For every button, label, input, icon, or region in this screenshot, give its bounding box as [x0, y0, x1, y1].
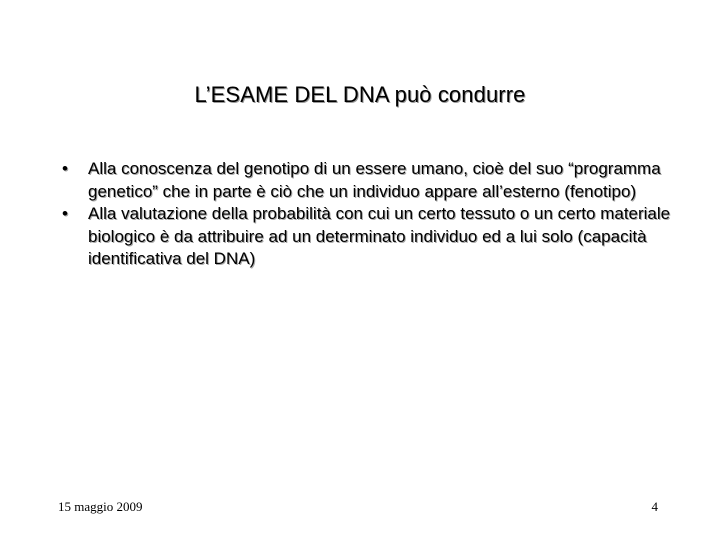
- page-number: 4: [651, 499, 658, 514]
- bullet-text: Alla valutazione della probabilità con cui un certo tessuto o un certo materiale biologico è da attribuire ad un determinato individuo ed a lui solo (capacità identificativa del DNA): [88, 204, 671, 268]
- bullet-text: Alla conoscenza del genotipo di un essere umano, cioè del suo “programma genetico” che in parte è ciò che un individuo appare all’esterno (fenotipo): [88, 159, 661, 201]
- bullet-dot-icon: •: [62, 204, 68, 223]
- bullet-dot-icon: •: [62, 159, 68, 178]
- bullet-list: [58, 158, 678, 271]
- bullet-item: [58, 203, 678, 271]
- footer-date: 15 maggio 2009: [58, 499, 143, 514]
- slide-title: L’ESAME DEL DNA può condurre: [194, 82, 526, 107]
- bullet-item: [58, 158, 678, 203]
